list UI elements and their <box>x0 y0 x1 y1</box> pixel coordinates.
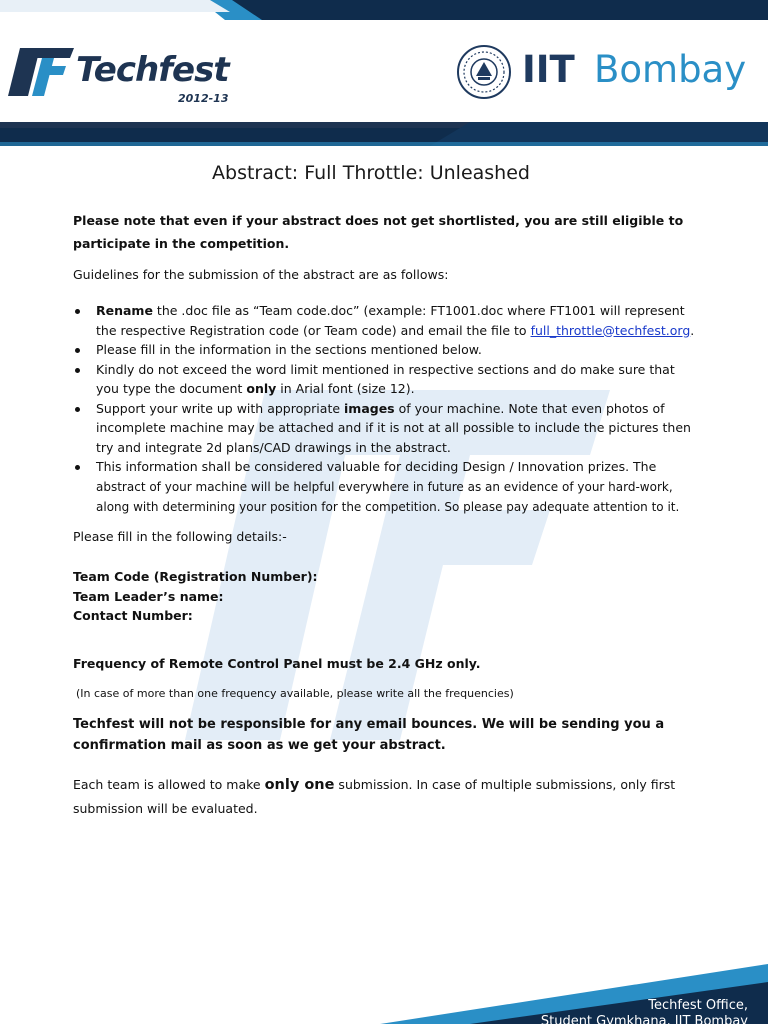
techfest-tf-mark-icon <box>6 44 76 98</box>
guidelines-list <box>73 301 697 518</box>
list-item-end: in Arial font (size 12). <box>276 381 415 396</box>
fill-details-intro: Please fill in the following details:- <box>73 529 287 544</box>
submission-rule <box>73 773 697 820</box>
list-item <box>73 457 697 518</box>
document-title: Abstract: Full Throttle: Unleashed <box>212 162 530 184</box>
responsibility-notice: Techfest will not be responsible for any email bounces. We will be sending you a confirmation mail as soon as we get your abstract. <box>73 717 665 753</box>
header-decorative-band <box>0 122 768 146</box>
email-link[interactable]: full_throttle@techfest.org <box>530 322 691 338</box>
list-item-small-text: abstract of your machine will be helpful everywhere in future as an evidence of your hard-work, along with determining your position for the competition. So please pay adequate attention to it. <box>96 479 680 514</box>
guidelines-intro: Guidelines for the submission of the abstract are as follows: <box>73 267 449 282</box>
list-item-text: Support your write up with appropriate <box>96 400 345 416</box>
eligibility-note: Please note that even if your abstract does not get shortlisted, you are still eligible to participate in the competition. <box>73 213 684 251</box>
list-item <box>73 360 697 399</box>
list-item-text: This information shall be considered valuable for deciding Design / Innovation prizes. The <box>96 459 657 474</box>
contact-number-label: Contact Number: <box>73 608 193 623</box>
list-item <box>73 301 697 340</box>
office-line-1: Techfest Office, <box>648 998 748 1013</box>
list-item-end: of your machine. Note that even photos of incomplete machine may be attached and if it is not at all possible to include the pictures then try and integrate 2d plans/CAD drawings in the abstract. <box>96 400 691 455</box>
frequency-requirement: Frequency of Remote Control Panel must be 2.4 GHz only. <box>73 656 481 671</box>
images-emphasis: images <box>344 400 395 416</box>
iit-bombay-logo <box>456 44 756 104</box>
iit-short-name: IIT <box>522 48 575 91</box>
only-emphasis: only <box>246 381 277 396</box>
list-item-text: Kindly do not exceed the word limit mentioned in respective sections and do make sure that you type the document <box>96 361 675 396</box>
submission-rule-pre: Each team is allowed to make <box>73 777 265 792</box>
techfest-wordmark: Techfest <box>76 50 229 90</box>
techfest-year: 2012-13 <box>178 92 229 105</box>
list-item <box>73 340 697 360</box>
team-code-label: Team Code (Registration Number): <box>73 569 318 584</box>
office-line-2: Student Gymkhana, IIT Bombay <box>540 1014 748 1029</box>
top-decorative-band <box>0 0 768 20</box>
list-item <box>73 399 697 458</box>
iit-seal-icon <box>456 44 512 100</box>
submission-rule-post: submission. In case of multiple submissions, only first submission will be evaluated. <box>73 777 676 816</box>
office-address <box>541 998 748 1030</box>
iit-city-name: Bombay <box>594 48 747 91</box>
details-fields <box>73 567 697 626</box>
techfest-logo <box>6 44 246 108</box>
list-item-end: . <box>690 322 695 338</box>
list-item-text: Please fill in the information in the sections mentioned below. <box>96 342 482 357</box>
team-leader-label: Team Leader’s name: <box>73 588 224 604</box>
only-one-emphasis: only one <box>264 777 335 793</box>
list-item-text: the .doc file as “Team code.doc” (example: FT1001.doc where FT1001 will represent the respective Registration code (or Team code) and email the file to <box>96 303 685 338</box>
frequency-note: (In case of more than one frequency available, please write all the frequencies) <box>76 687 514 700</box>
rename-emphasis: Rename <box>96 303 153 318</box>
